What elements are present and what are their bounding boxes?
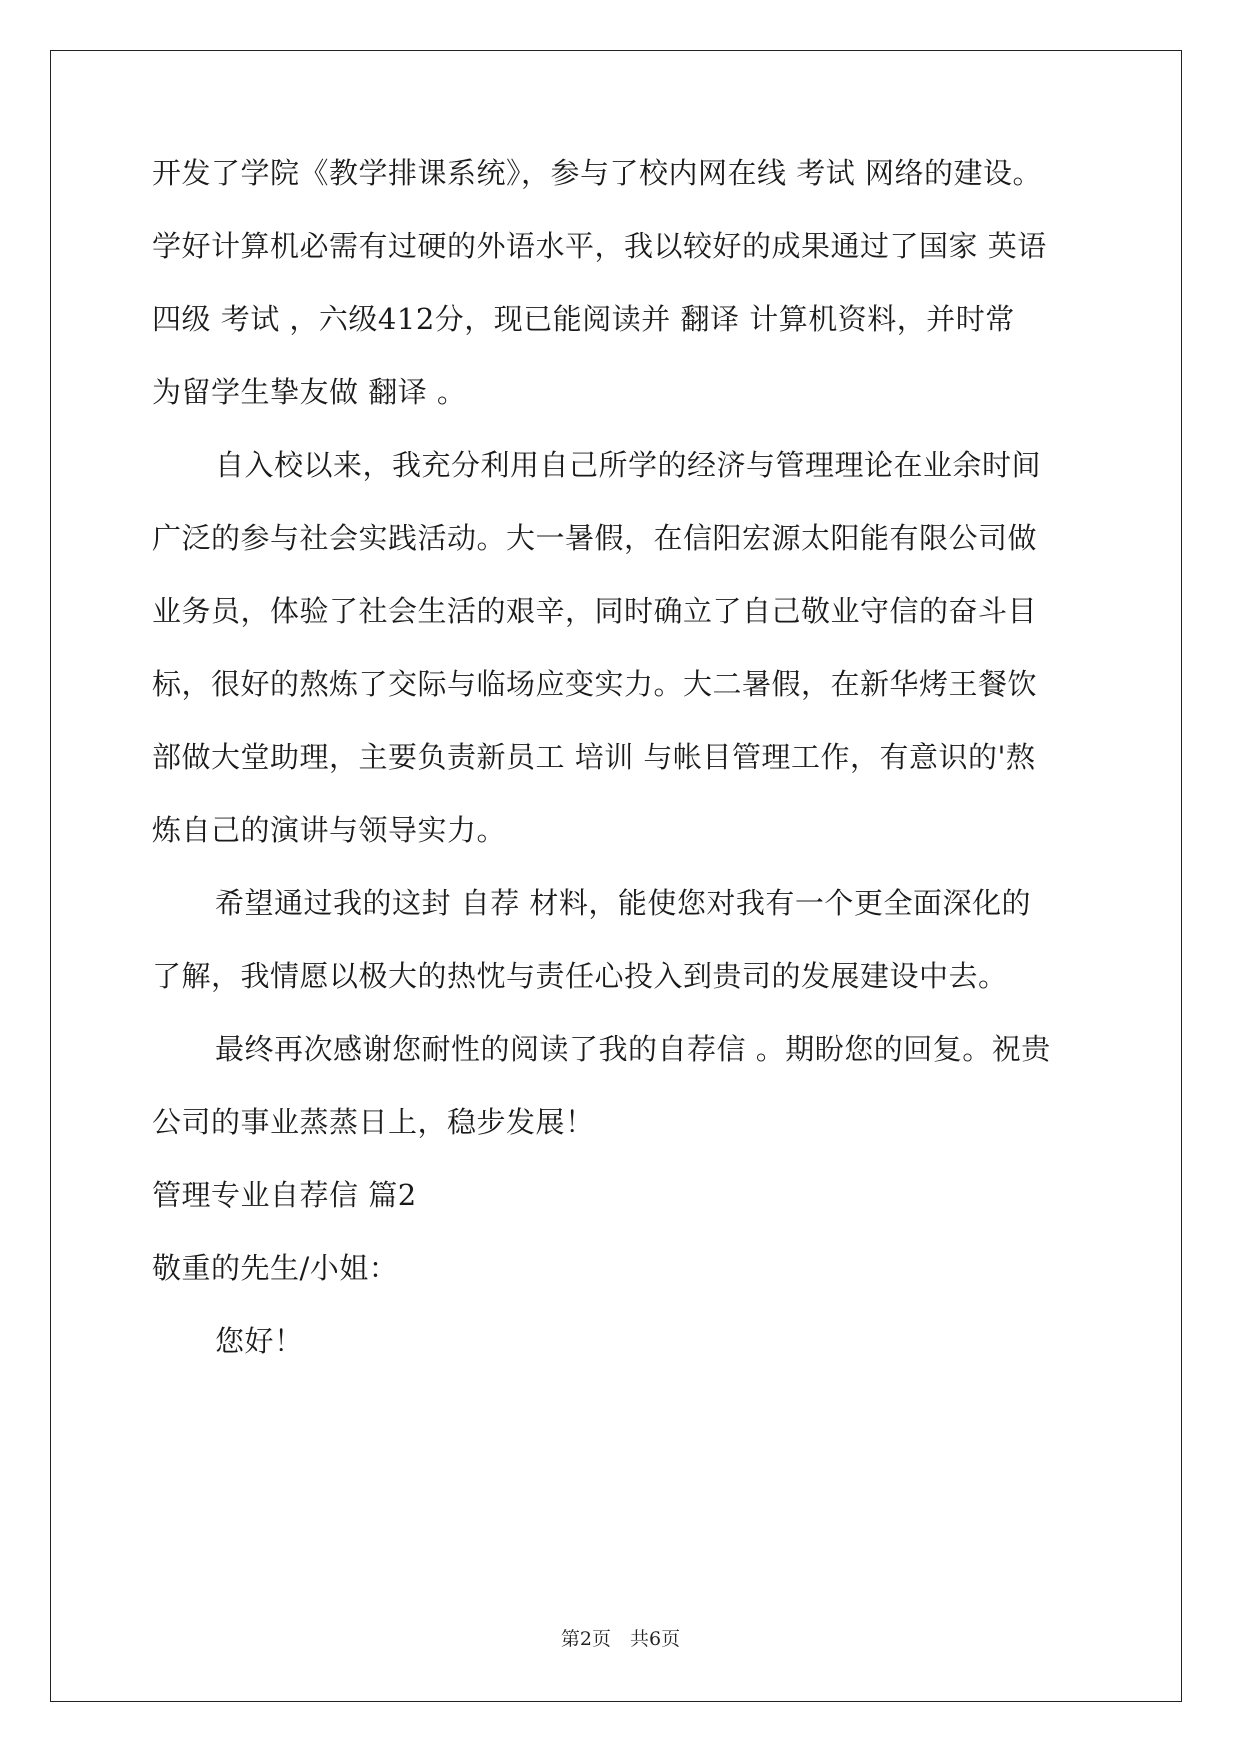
greeting: 您好！ <box>215 1324 304 1358</box>
text-line: 学好计算机必需有过硬的外语水平，我以较好的成果通过了国家 英语 <box>152 229 1047 263</box>
text-line: 了解，我情愿以极大的热忱与责任心投入到贵司的发展建设中去。 <box>152 959 1008 993</box>
page-number: 第2页 共6页 <box>560 1628 681 1650</box>
text-line: 炼自己的演讲与领导实力。 <box>152 813 507 847</box>
page-border <box>50 50 1182 1702</box>
section-heading: 管理专业自荐信 篇2 <box>152 1178 417 1212</box>
paragraph-start-line: 最终再次感谢您耐性的阅读了我的自荐信 。期盼您的回复。祝贵 <box>215 1032 1051 1066</box>
text-line: 部做大堂助理，主要负责新员工 培训 与帐目管理工作，有意识的'熬 <box>152 740 1036 774</box>
text-line: 广泛的参与社会实践活动。大一暑假，在信阳宏源太阳能有限公司做 <box>152 521 1038 555</box>
text-line: 业务员，体验了社会生活的艰辛，同时确立了自己敬业守信的奋斗目 <box>152 594 1038 628</box>
text-line: 公司的事业蒸蒸日上，稳步发展！ <box>152 1105 595 1139</box>
text-line: 四级 考试 ，六级412分，现已能阅读并 翻译 计算机资料，并时常 <box>152 302 1015 336</box>
salutation: 敬重的先生/小姐： <box>152 1251 399 1285</box>
text-line: 标，很好的熬炼了交际与临场应变实力。大二暑假，在新华烤王餐饮 <box>152 667 1038 701</box>
paragraph-start-line: 自入校以来，我充分利用自己所学的经济与管理理论在业余时间 <box>215 448 1042 482</box>
text-line: 开发了学院《教学排课系统》，参与了校内网在线 考试 网络的建设。 <box>152 156 1042 190</box>
paragraph-start-line: 希望通过我的这封 自荐 材料，能使您对我有一个更全面深化的 <box>215 886 1031 920</box>
text-line: 为留学生挚友做 翻译 。 <box>152 375 467 409</box>
